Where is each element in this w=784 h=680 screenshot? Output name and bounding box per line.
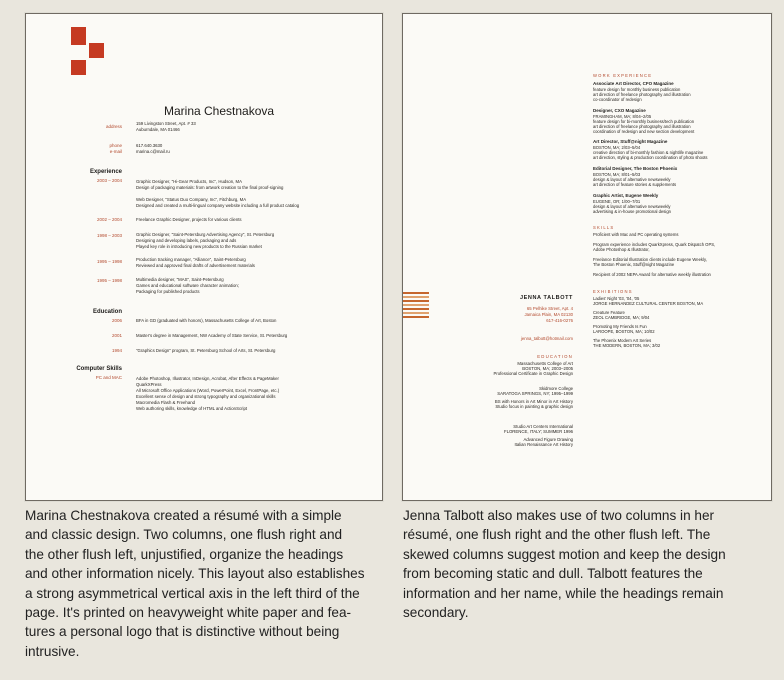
edu-year-2: 2001 [111, 333, 122, 338]
skill-b-3: Adobe Photoshop & Illustrator, [593, 247, 650, 252]
caption-marina [25, 506, 365, 661]
b-address-3: 617-416-0276 [546, 318, 573, 323]
skills-heading-b: SKILLS [593, 225, 615, 230]
exp-3-line-3: Played key role in introducing new products to the Russian market [136, 244, 262, 249]
work-1-line-1: feature design for monthly business publication [593, 87, 681, 92]
b-address-2: Jamaica Plain, MA 02130 [524, 312, 573, 317]
caption-b-line-1: Jenna Talbott also makes use of two columns in her [403, 508, 715, 523]
skill-line-5: Macromedia Flash & Freehand [136, 400, 195, 405]
b-address-1: 65 Pelhike Street, Apt. 4 [526, 306, 573, 311]
exhibit-3: Creature Feature [593, 310, 625, 315]
work-5-title: Graphic Artist, Eugene Weekly [593, 193, 659, 198]
exhibit-1: Ladies' Night '03, '04, '05 [593, 296, 640, 301]
b-education-heading: EDUCATION [537, 354, 573, 359]
exp-5-line-3: Packaging for published products [136, 289, 200, 294]
edu-2-text: Master's degree in Management, NW Academy of State Service, St. Petersburg [136, 333, 288, 338]
skills-label: PC and MAC [95, 375, 122, 380]
skill-b-4: Freelance Editorial Illustration clients include Eugene Weekly, [593, 257, 707, 262]
exhibit-4: ZEOL CAMBRIDGE, MA; 9/04 [593, 315, 650, 320]
caption-a-line-3: the other flush left, unjustified, organize the headings [25, 546, 344, 562]
work-4-title: Editorial Designer, The Boston Phoenix [593, 166, 678, 171]
edu-3-text: "Graphics Design" program, St. Petersburg School of Arts, St. Petersburg [136, 348, 276, 353]
caption-a-line-6: page. It's printed on heavyweight white paper and fea- [25, 605, 352, 621]
exhibit-5: Promoting My Friends Is Fun [593, 324, 647, 329]
caption-a-line-7: tures a personal logo that is distinctive without being [25, 624, 340, 640]
work-4-line-1: BOSTON, MA; 8/01–5/03 [593, 172, 641, 177]
caption-b-line-3: skewed columns suggest motion and keep the design [403, 546, 726, 562]
experience-heading: Experience [89, 169, 122, 175]
work-heading: WORK EXPERIENCE [593, 73, 653, 78]
stripe-7 [403, 316, 429, 318]
exhibit-7: The Phoenix Modern Art Series [593, 338, 652, 343]
email-value: marina.c@mail.ru [136, 149, 170, 154]
exp-years-1: 2003 – 2004 [96, 178, 122, 183]
skill-line-4: Excellent sense of design and strong typography and organizational skills [136, 394, 276, 399]
exp-3-line-2: Designing and developing labels, packaging and ads [136, 238, 237, 243]
skill-b-2: Program experience includes QuarkXpress, Quark Dispatch OPS, [593, 242, 716, 247]
caption-a-line-2: and classic design. Two columns, one flush right and [25, 527, 343, 543]
exhibit-6: LAROOPE, BOSTON, MA; 10/02 [593, 329, 655, 334]
skill-line-2: QuarkXPress [136, 382, 162, 387]
work-2-line-2: feature design for bi-monthly business/tech publication [593, 119, 695, 124]
b-edu-13: Italian Renaissance Art History [514, 442, 573, 447]
address-line-2: Auburndale, MA 01466 [136, 127, 180, 132]
exp-years-4: 1995 – 1998 [96, 259, 122, 264]
stripe-2 [403, 296, 429, 298]
email-label: e-mail [109, 149, 122, 154]
work-2-title: Designer, CXO Magazine [593, 108, 646, 113]
skill-b-5: The Boston Phoenix, Stuff@night Magazine [593, 262, 675, 267]
caption-b-line-5: information and her name, while the headings remain [403, 585, 724, 601]
work-4-line-3: art direction of feature stories & supplements [593, 182, 677, 187]
exp-1-line-4: Web Designer, "Status Duo Company, Inc", Fitchburg, MA [136, 197, 247, 202]
work-3-line-2: creative direction of bi-monthly fashion & nightlife magazine [593, 150, 704, 155]
b-edu-2: BOSTON, MA; 2003–2005 [522, 366, 573, 371]
exp-5-line-1: Multimedia designer, "MAS", Saint-Petersburg [136, 277, 224, 282]
caption-a-line-5: a strong asymmetrical vertical axis in the left third of the [25, 585, 360, 601]
stripe-4 [403, 304, 429, 306]
b-edu-6: SARATOGA SPRINGS, NY; 1995–1999 [497, 391, 573, 396]
b-edu-1: Massachusetts College of Art [517, 361, 573, 366]
address-line-1: 159 Livingston Street, Apt. # 33 [136, 121, 196, 126]
b-edu-7: BS with Honors in Art Minor in Art History [494, 399, 573, 404]
stripe-6 [403, 312, 429, 314]
b-email: jenna_talbott@hotmail.com [520, 336, 573, 341]
work-5-line-3: advertising & in-house promotional design [593, 209, 671, 214]
exp-1-line-2: Design of packaging materials: from artwork creation to the final proof-signing [136, 185, 284, 190]
skill-line-1: Adobe Photoshop, Illustrator, InDesign, Acrobat, After Effects & PageMaker [136, 376, 279, 381]
phone-label: phone [109, 143, 122, 148]
stripe-1 [403, 292, 429, 294]
address-label: address [105, 124, 122, 129]
exhibitions-heading: EXHIBITIONS [593, 289, 633, 294]
work-3-title: Art Director, Stuff@night Magazine [593, 139, 668, 144]
b-edu-8: Studio focus in painting & graphic design [495, 404, 573, 409]
caption-a-line-4: and other information nicely. This layout also establishes [25, 566, 365, 582]
exp-1-line-5: Designed and created a multi-lingual company website including a full product catalog [136, 203, 300, 208]
work-2-line-4: coordination of redesign and new section development [593, 129, 695, 134]
b-edu-10: Studio Art Centers International [513, 424, 573, 429]
stripe-3 [403, 300, 429, 302]
exp-2-line-1: Freelance Graphic Designer, projects for various clients [136, 217, 242, 222]
logo-square-2 [89, 43, 104, 58]
skill-line-3: All Microsoft Office Applications (Word, PowerPoint, Excel, FrontPage, etc.) [136, 388, 280, 393]
exp-5-line-2: Games and educational software character animation; [136, 283, 239, 288]
work-1-line-2: art direction of freelance photography and illustration [593, 92, 691, 97]
exp-1-line-1: Graphic Designer, "Hi-Gear Products, Inc", Hudson, MA [136, 179, 242, 184]
caption-b-line-6: secondary. [403, 605, 469, 621]
edu-year-1: 2006 [111, 318, 122, 323]
skills-heading: Computer Skills [76, 366, 122, 372]
b-edu-3: Professional Certificate in Graphic Design [493, 371, 573, 376]
education-heading: Education [92, 309, 122, 315]
phone-value: 617.640.3630 [136, 143, 163, 148]
exp-years-5: 1995 – 1998 [96, 278, 122, 283]
caption-a-line-1: Marina Chestnakova created a résumé with a simple [25, 508, 342, 523]
skill-b-6: Recipient of 2002 NEPA Award for alternative weekly illustration [593, 272, 711, 277]
caption-jenna [403, 506, 726, 622]
b-edu-11: FLORENCE, ITALY; SUMMER 1996 [503, 429, 573, 434]
resume-marina-page [25, 13, 383, 501]
resume-a-name: Marina Chestnakova [164, 104, 275, 118]
resume-jenna-page [402, 13, 772, 501]
stripe-5 [403, 308, 429, 310]
skill-line-6: Web authoring skills, knowledge of HTML and ActionScript [136, 406, 248, 411]
exp-3-line-1: Graphic Designer, "Saint-Petersburg Advertising Agency", St. Petersburg [136, 232, 275, 237]
resume-b-name: JENNA TALBOTT [519, 295, 573, 301]
caption-a-line-8: intrusive. [25, 643, 80, 659]
edu-year-3: 1994 [111, 348, 122, 353]
work-5-line-1: EUGENE, OR; 1/00–7/01 [593, 199, 641, 204]
exp-years-3: 1998 – 2003 [96, 233, 122, 238]
skill-b-1: Proficient with Mac and PC operating systems [593, 232, 679, 237]
work-5-line-2: design & layout of alternative newsweekly [593, 204, 671, 209]
exp-4-line-2: Reviewed and approved final drafts of advertisement materials [136, 263, 255, 268]
edu-1-text: BFA in GD (graduated with honors), Massachusetts College of Art, Boston [136, 318, 277, 323]
logo-square-1 [71, 27, 86, 45]
b-edu-5: Skidmore College [539, 386, 573, 391]
logo-square-3 [71, 60, 86, 75]
caption-b-line-2: résumé, one flush right and the other flush left. The [403, 527, 711, 543]
work-3-line-1: BOSTON, MA; 2/03–5/04 [593, 145, 641, 150]
exhibit-2: JORGE HERNANDEZ CULTURAL CENTER BOSTON, MA [593, 301, 704, 306]
exp-4-line-1: Production tracking manager, "Alliance", Saint-Petersburg [136, 257, 246, 262]
exhibit-8: THE MODERN, BOSTON, MA; 3/02 [593, 343, 661, 348]
work-4-line-2: design & layout of alternative newsweekly [593, 177, 671, 182]
work-2-line-3: art direction of freelance photography and illustration [593, 124, 691, 129]
work-2-line-1: FRAMINGHAM, MA; 8/04–2/05 [593, 114, 652, 119]
caption-b-line-4: from becoming static and dull. Talbott features the [403, 566, 703, 582]
work-1-title: Associate Art Director, CFO Magazine [593, 81, 674, 86]
exp-years-2: 2002 – 2004 [96, 217, 122, 222]
work-1-line-3: co-coordinator of redesign [593, 97, 642, 102]
b-edu-12: Advanced Figure Drawing [523, 437, 573, 442]
work-3-line-3: art direction, styling & production coordination of photo shoots [593, 155, 708, 160]
